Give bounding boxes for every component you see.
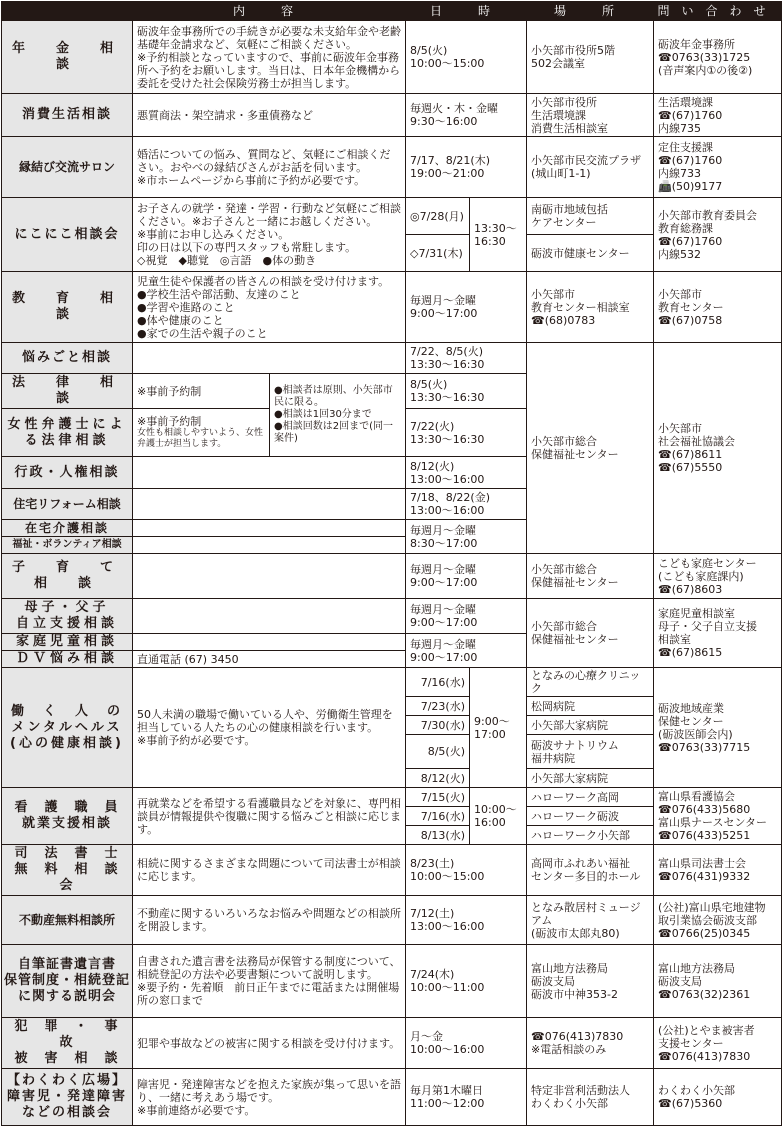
table-row (2, 137, 782, 198)
row-contact: 小矢部市教育委員会 教育総務課 ☎(67)1760 内線532 (654, 198, 782, 272)
row-date: 7/18、8/22(金) 13:00〜16:00 (406, 489, 527, 520)
row-place: となみの心療クリニック (527, 668, 654, 697)
table-row (2, 945, 782, 1018)
row-place: 特定非営利活動法人 わくわく小矢部 (527, 1069, 654, 1126)
row-title: 不動産無料相談所 (2, 896, 133, 945)
row-date: 7/15(火) (406, 788, 470, 807)
row-content-empty (133, 489, 406, 520)
row-note-main: ※事前予約制 (137, 415, 202, 428)
row-date: 毎週月〜金曜 9:00〜17:00 (406, 554, 527, 599)
welfare-place: 小矢部市総合 保健福祉センター (527, 343, 654, 554)
row-place: 小矢部市役所 生活環境課 消費生活相談室 (527, 94, 654, 137)
row-place-2: 砺波市健康センター (527, 235, 654, 272)
row-date-1: ◎7/28(月) (406, 198, 470, 235)
consultation-schedule-table (1, 1, 782, 1126)
row-place: ☎076(413)7830 ※電話相談のみ (527, 1018, 654, 1069)
row-title: 縁結び交流サロン (2, 137, 133, 198)
row-content: 50人未満の職場で働いている人や、労働衛生管理を担当している人たちの心の健康相談を行います。 ※事前予約が必要です。 (133, 668, 406, 788)
row-content-empty (133, 520, 406, 537)
row-contact: 富山県司法書士会 ☎076(431)9332 (654, 845, 782, 896)
row-content: お子さんの就学・発達・学習・行動など気軽にご相談ください。※お子さんと一緒にお越しください。 ※事前にお申し込みください。 印の日は以下の専門スタッフも常駐します。 ◇視覚 ◆聴覚 ◎言語 ●体の動き (133, 198, 406, 272)
row-date: 7/16(水) (406, 668, 470, 697)
row-content-empty (133, 554, 406, 599)
row-content: 犯罪や事故などの被害に関する相談を受け付けます。 (133, 1018, 406, 1069)
row-content: 相続に関するさまざまな問題について司法書士が相談に応じます。 (133, 845, 406, 896)
row-content-empty (133, 537, 406, 554)
table-row (2, 668, 782, 697)
row-date: 8/12(火) 13:00〜16:00 (406, 457, 527, 489)
table-row (2, 1069, 782, 1126)
row-title: 住宅リフォーム相談 (2, 489, 133, 520)
row-date: 8/12(火) (406, 769, 470, 788)
row-place: 高岡市ふれあい福祉 センター多目的ホール (527, 845, 654, 896)
row-date: 毎週月〜金曜 9:00〜17:00 (406, 634, 527, 668)
row-place: となみ散居村ミュージアム (砺波市太郎丸80) (527, 896, 654, 945)
table-row (2, 599, 782, 634)
row-title: 子 育 て 相 談 (2, 554, 133, 599)
row-contact: こども家庭センター (こども家庭課内) ☎(67)8603 (654, 554, 782, 599)
row-title: 家庭児童相談 (2, 634, 133, 651)
row-place: 富山地方法務局 砺波支局 砺波市中神353-2 (527, 945, 654, 1018)
row-note (133, 409, 270, 457)
row-title: 犯 罪 ・ 事 故 被 害 相 談 (2, 1018, 133, 1069)
row-note-sub: 女性も相談しやすいよう、女性弁護士が担当します。 (137, 428, 264, 449)
row-contact: 小矢部市 教育センター ☎(67)0758 (654, 272, 782, 343)
row-content: 婚活についての悩み、質問など、気軽にご相談ください。おやべの縁結びさんがお話を伺います。 ※市ホームページから事前に予約が必要です。 (133, 137, 406, 198)
row-content-empty (133, 599, 406, 634)
row-title: 自筆証書遺言書 保管制度・相続登記 に関する説明会 (2, 945, 133, 1018)
row-date: 8/13(水) (406, 826, 470, 845)
row-time: 13:30〜 16:30 (470, 198, 527, 272)
row-place: 小矢部市 教育センター相談室 ☎(68)0783 (527, 272, 654, 343)
row-time: 9:00〜 17:00 (470, 668, 527, 788)
row-place: 小矢部市民交流プラザ (城山町1-1) (527, 137, 654, 198)
row-content: 不動産に関するいろいろなお悩みや問題などの相談所を開設します。 (133, 896, 406, 945)
row-date: 7/30(水) (406, 716, 470, 735)
table-row (2, 94, 782, 137)
row-title: にこにこ相談会 (2, 198, 133, 272)
table-row (2, 788, 782, 807)
row-title: 【わくわく広場】 障害児・発達障害 などの相談会 (2, 1069, 133, 1126)
row-contact: 富山県看護協会 ☎076(433)5680 富山県ナースセンター ☎076(433)5251 (654, 788, 782, 845)
table-row (2, 21, 782, 94)
header-content: 内 容 (133, 2, 406, 21)
row-title: 看 護 職 員 就業支援相談 (2, 788, 133, 845)
row-title: 母子・父子 自立支援相談 (2, 599, 133, 634)
legal-notes: ●相談者は原則、小矢部市民に限る。 ●相談は1回30分まで ●相談回数は2回まで(同一案件) (270, 374, 406, 457)
row-contact: 砺波地域産業 保健センター (砺波医師会内) ☎0763(33)7715 (654, 668, 782, 788)
row-content: 児童生徒や保護者の皆さんの相談を受け付けます。 ●学校生活や部活動、友達のこと ●学習や進路のこと ●体や健康のこと ●家での生活や親子のこと (133, 272, 406, 343)
table-header-row (2, 2, 782, 21)
row-content-empty (133, 343, 406, 374)
row-date: 7/22、8/5(火) 13:30〜16:30 (406, 343, 527, 374)
row-date: 8/5(火) 13:30〜16:30 (406, 374, 527, 409)
row-title: 悩みごと相談 (2, 343, 133, 374)
row-date: 8/5(火) 10:00〜15:00 (406, 21, 527, 94)
row-place: ハローワーク高岡 (527, 788, 654, 807)
row-title: 行政・人権相談 (2, 457, 133, 489)
row-date: 毎週月〜金曜 8:30〜17:00 (406, 520, 527, 554)
family-contact: 家庭児童相談室 母子・父子自立支援 相談室 ☎(67)8615 (654, 599, 782, 668)
row-content: 障害児・発達障害などを抱えた家族が集って思いを語り、一緒に考えあう場です。 ※事前連絡が必要です。 (133, 1069, 406, 1126)
row-place-1: 南砺市地域包括 ケアセンター (527, 198, 654, 235)
row-title: 消費生活相談 (2, 94, 133, 137)
row-place: ハローワーク砺波 (527, 807, 654, 826)
row-date: 7/16(水) (406, 807, 470, 826)
row-content: 自書された遺言書を法務局が保管する制度について、相続登記の方法や必要書類について説明します。 ※要予約・先着順 前日正午までに電話または開催場所の窓口まで (133, 945, 406, 1018)
row-title: 年 金 相 談 (2, 21, 133, 94)
row-title: 教 育 相 談 (2, 272, 133, 343)
row-date: 毎週月〜金曜 9:00〜17:00 (406, 272, 527, 343)
row-time: 10:00〜 16:00 (470, 788, 527, 845)
row-contact: (公社)とやま被害者 支援センター ☎076(413)7830 (654, 1018, 782, 1069)
row-contact: 定住支援課 ☎(67)1760 内線733 📠(50)9177 (654, 137, 782, 198)
row-title: 法 律 相 談 (2, 374, 133, 409)
table-row (2, 198, 782, 235)
row-contact: (公社)富山県宅地建物 取引業協会砺波支部 ☎0766(25)0345 (654, 896, 782, 945)
row-date: 8/5(火) (406, 735, 470, 769)
row-date-2: ◇7/31(木) (406, 235, 470, 272)
row-contact: 富山地方法務局 砺波支局 ☎0763(32)2361 (654, 945, 782, 1018)
row-date: 8/23(土) 10:00〜15:00 (406, 845, 527, 896)
row-date: 7/23(水) (406, 697, 470, 716)
table-row (2, 1018, 782, 1069)
row-date: 7/24(木) 10:00〜11:00 (406, 945, 527, 1018)
row-date: 毎月第1木曜日 11:00〜12:00 (406, 1069, 527, 1126)
header-place: 場 所 (527, 2, 654, 21)
row-title: 在宅介護相談 (2, 520, 133, 537)
row-title: 働 く 人 の メンタルヘルス (心の健康相談) (2, 668, 133, 788)
row-content: 再就業などを希望する看護職員などを対象に、専門相談員が情報提供や復職に関する悩みごと相談に応じます。 (133, 788, 406, 845)
row-date: 7/12(土) 13:00〜16:00 (406, 896, 527, 945)
header-blank (2, 2, 133, 21)
row-contact: わくわく小矢部 ☎(67)5360 (654, 1069, 782, 1126)
row-date: 7/22(火) 13:30〜16:30 (406, 409, 527, 457)
row-place: ハローワーク小矢部 (527, 826, 654, 845)
row-place: 砺波サナトリウム 福井病院 (527, 735, 654, 769)
row-content: 悪質商法・架空請求・多重債務など (133, 94, 406, 137)
row-title: ＤＶ悩み相談 (2, 651, 133, 668)
row-note: ※事前予約制 (133, 374, 270, 409)
row-date: 毎週火・木・金曜 9:30〜16:00 (406, 94, 527, 137)
row-date: 月〜金 10:00〜16:00 (406, 1018, 527, 1069)
row-title: 司 法 書 士 無 料 相 談 会 (2, 845, 133, 896)
row-content: 直通電話 (67) 3450 (133, 651, 406, 668)
row-title: 女性弁護士による法律相談 (2, 409, 133, 457)
row-place: 小矢部大家病院 (527, 769, 654, 788)
header-date: 日 時 (406, 2, 527, 21)
table-row (2, 343, 782, 374)
row-content-empty (133, 634, 406, 651)
row-place: 松岡病院 (527, 697, 654, 716)
row-place: 小矢部大家病院 (527, 716, 654, 735)
row-place: 小矢部市総合 保健福祉センター (527, 554, 654, 599)
table-row (2, 845, 782, 896)
row-date: 7/17、8/21(木) 19:00〜21:00 (406, 137, 527, 198)
table-row (2, 896, 782, 945)
table-row (2, 272, 782, 343)
header-contact: 問い合わせ (654, 2, 782, 21)
welfare-contact: 小矢部市 社会福祉協議会 ☎(67)8611 ☎(67)5550 (654, 343, 782, 554)
row-contact: 生活環境課 ☎(67)1760 内線735 (654, 94, 782, 137)
row-content: 砺波年金事務所での手続きが必要な未支給年金や老齢基礎年金請求など、気軽にご相談ください。 ※予約相談となっていますので、事前に砺波年金事務所へ予約をお願いします。当日は、日本年金機構から委託を受けた社会保険労務士が担当します。 (133, 21, 406, 94)
table-row (2, 554, 782, 599)
family-place: 小矢部市総合 保健福祉センター (527, 599, 654, 668)
row-date: 毎週月〜金曜 9:00〜17:00 (406, 599, 527, 634)
row-place: 小矢部市役所5階 502会議室 (527, 21, 654, 94)
row-title: 福祉・ボランティア相談 (2, 537, 133, 554)
row-content-empty (133, 457, 406, 489)
row-contact: 砺波年金事務所 ☎0763(33)1725 (音声案内①の後②) (654, 21, 782, 94)
